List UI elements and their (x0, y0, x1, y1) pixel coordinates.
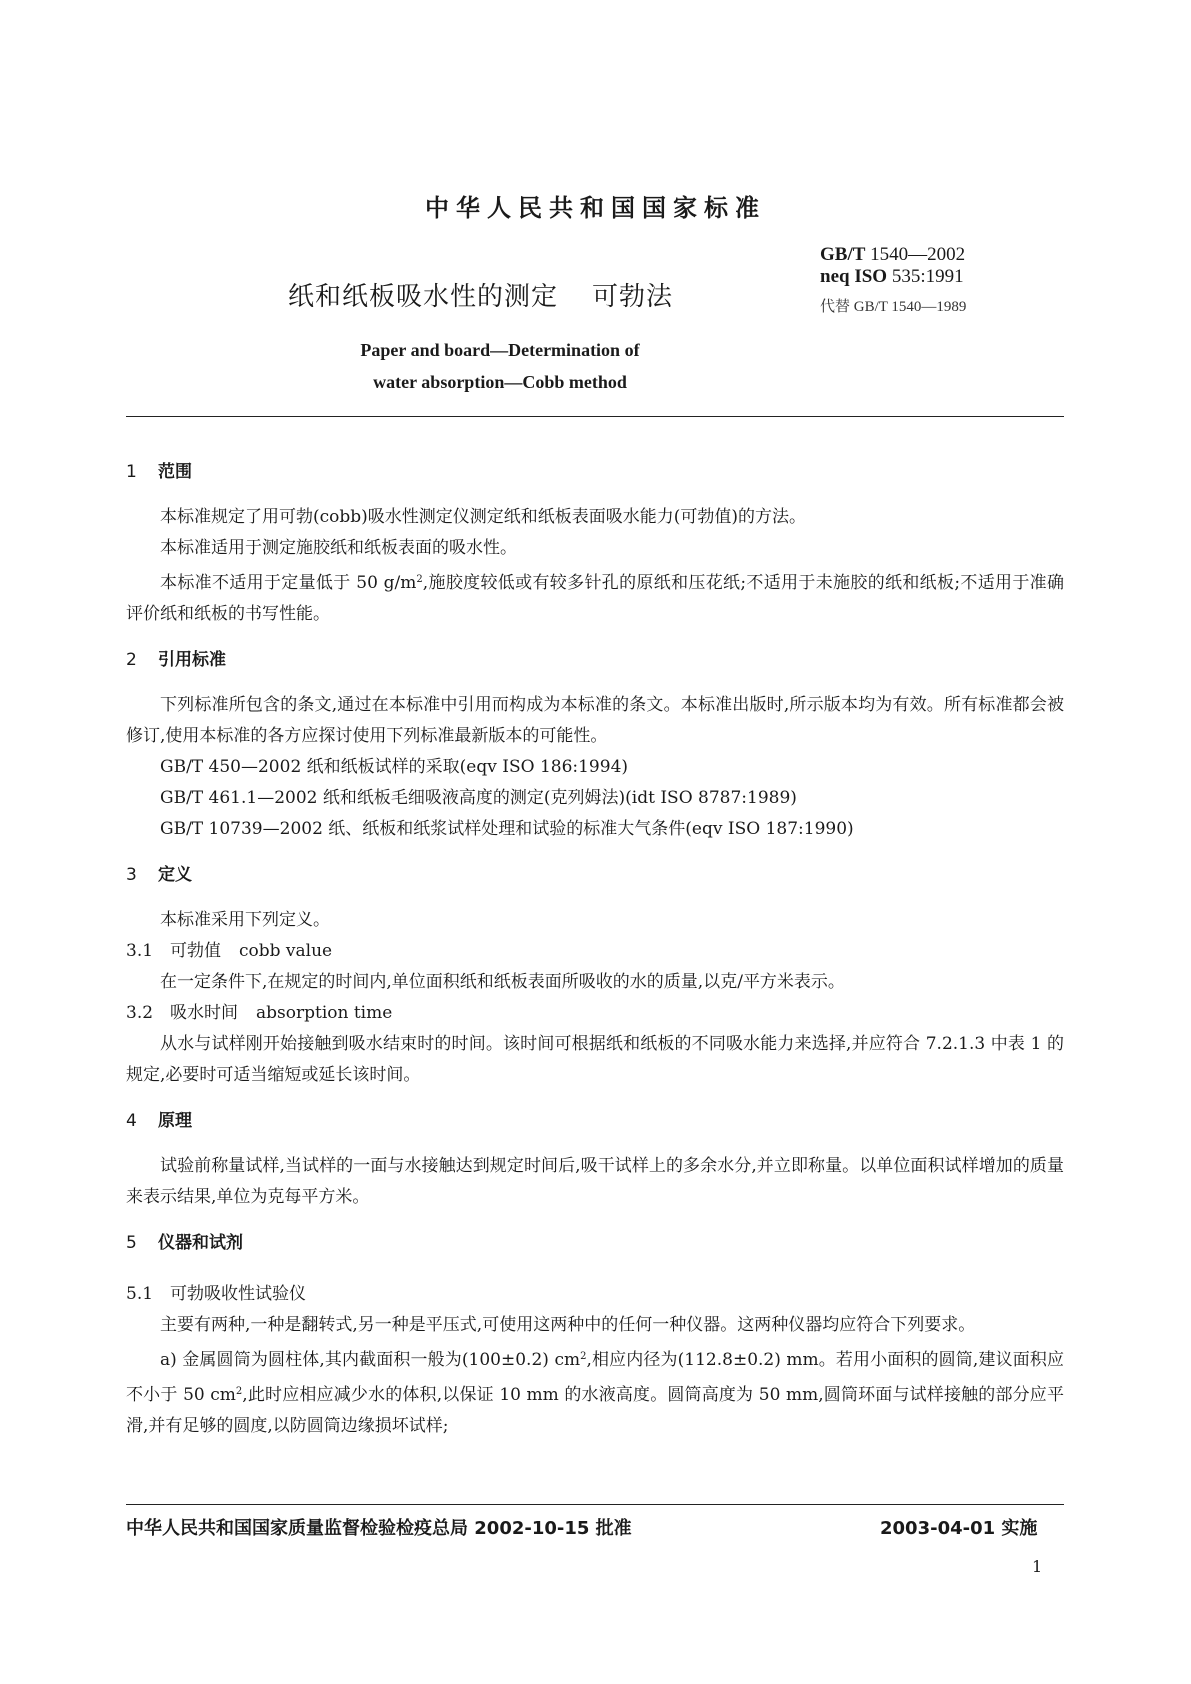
reference-item: GB/T 450—2002 纸和纸板试样的采取(eqv ISO 186:1994) (160, 757, 629, 777)
text-run: ,相应内径为(112.8±0.2) mm。若用小面积的圆筒,建议面积应不小于 50 cm (126, 1350, 1064, 1405)
title-zh-part1: 纸和纸板吸水性的测定 (288, 282, 559, 312)
paragraph: 本标准适用于测定施胶纸和纸板表面的吸水性。 (160, 538, 517, 558)
paragraph: 本标准规定了用可勃(cobb)吸水性测定仪测定纸和纸板表面吸水能力(可勃值)的方法。 (160, 507, 807, 527)
superscript: 2 (416, 574, 423, 585)
subsection-title: 可勃吸收性试验仪 (170, 1284, 306, 1304)
text-run: 本标准不适用于定量低于 50 g/m (160, 573, 417, 593)
section-title: 定义 (158, 865, 192, 885)
superscript: 2 (235, 1386, 243, 1397)
subsection-number: 3.2 (126, 1003, 154, 1023)
header-divider (126, 416, 1064, 417)
page-number: 1 (1032, 1557, 1043, 1576)
text-run: a) 金属圆筒为圆柱体,其内截面积一般为(100±0.2) cm (160, 1350, 581, 1370)
section-number: 5 (126, 1233, 137, 1253)
code-number: 1540—2002 (870, 244, 966, 265)
paragraph: 试验前称量试样,当试样的一面与水接触达到规定时间后,吸干试样上的多余水分,并立即称量。以单位面积试样增加的质量来表示结果,单位为克每平方米。 (126, 1156, 1064, 1207)
definition-heading (126, 998, 1064, 1029)
section-heading-1 (126, 442, 1064, 502)
section-title: 引用标准 (158, 650, 226, 670)
section-title: 原理 (158, 1111, 192, 1131)
section-title: 范围 (158, 462, 192, 482)
section-heading-4 (126, 1091, 1064, 1151)
paragraph: 主要有两种,一种是翻转式,另一种是平压式,可使用这两种中的任何一种仪器。这两种仪器均应符合下列要求。 (160, 1315, 976, 1335)
neq-number: 535:1991 (891, 266, 964, 287)
footer-divider (126, 1504, 1064, 1505)
replaces-line: 代替 GB/T 1540—1989 (820, 299, 967, 315)
section-number: 1 (126, 462, 137, 482)
implementation-date: 2003-04-01 实施 (880, 1518, 1038, 1539)
paragraph (126, 564, 1064, 630)
standard-code-block (820, 244, 966, 318)
national-standard-heading: 中华人民共和国国家标准 (425, 194, 766, 222)
paragraph: 下列标准所包含的条文,通过在本标准中引用而构成为本标准的条文。本标准出版时,所示版本均为有效。所有标准都会被修订,使用本标准的各方应探讨使用下列标准最新版本的可能性。 (126, 695, 1064, 746)
section-heading-2 (126, 630, 1064, 690)
approval-line: 中华人民共和国国家质量监督检验检疫总局 2002-10-15 批准 (126, 1518, 632, 1539)
reference-item: GB/T 461.1—2002 纸和纸板毛细吸液高度的测定(克列姆法)(idt ISO 8787:1989) (160, 788, 797, 808)
section-number: 3 (126, 865, 137, 885)
superscript: 2 (580, 1351, 587, 1362)
paragraph: 本标准采用下列定义。 (160, 910, 330, 930)
section-number: 4 (126, 1111, 137, 1131)
title-en-line2: water absorption—Cobb method (373, 372, 627, 392)
definition-heading (126, 936, 1064, 967)
definition-term: 可勃值 (170, 941, 221, 961)
code-prefix: GB/T (820, 244, 866, 265)
document-title-zh (288, 276, 673, 313)
subsection-number: 3.1 (126, 941, 154, 961)
subsection-number: 5.1 (126, 1284, 154, 1304)
title-zh-part2: 可勃法 (592, 282, 674, 312)
section-title: 仪器和试剂 (158, 1233, 243, 1253)
definition-term-en: cobb value (239, 941, 333, 961)
document-title-en (290, 334, 710, 398)
paragraph: 从水与试样刚开始接触到吸水结束时的时间。该时间可根据纸和纸板的不同吸水能力来选择,并应符合 7.2.1.3 中表 1 的规定,必要时可适当缩短或延长该时间。 (126, 1034, 1064, 1085)
section-number: 2 (126, 650, 137, 670)
section-heading-5 (126, 1213, 1064, 1273)
title-en-line1: Paper and board—Determination of (360, 340, 640, 360)
section-heading-3 (126, 845, 1064, 905)
paragraph: 在一定条件下,在规定的时间内,单位面积纸和纸板表面所吸收的水的质量,以克/平方米表示。 (160, 972, 845, 992)
subsection-heading (126, 1279, 1064, 1310)
definition-term: 吸水时间 (170, 1003, 238, 1023)
document-body (126, 462, 1065, 1442)
text-run: ,施胶度较低或有较多针孔的原纸和压花纸;不适用于未施胶的纸和纸板;不适用于准确评价纸和纸板的书写性能。 (126, 573, 1065, 624)
neq-prefix: neq ISO (820, 266, 888, 287)
paragraph (126, 1341, 1064, 1442)
reference-item: GB/T 10739—2002 纸、纸板和纸浆试样处理和试验的标准大气条件(eqv ISO 187:1990) (160, 819, 854, 839)
definition-term-en: absorption time (256, 1003, 393, 1023)
text-run: ,此时应相应减少水的体积,以保证 10 mm 的水液高度。圆筒高度为 50 mm,圆筒环面与试样接触的部分应平滑,并有足够的圆度,以防圆筒边缘损坏试样; (126, 1385, 1064, 1436)
